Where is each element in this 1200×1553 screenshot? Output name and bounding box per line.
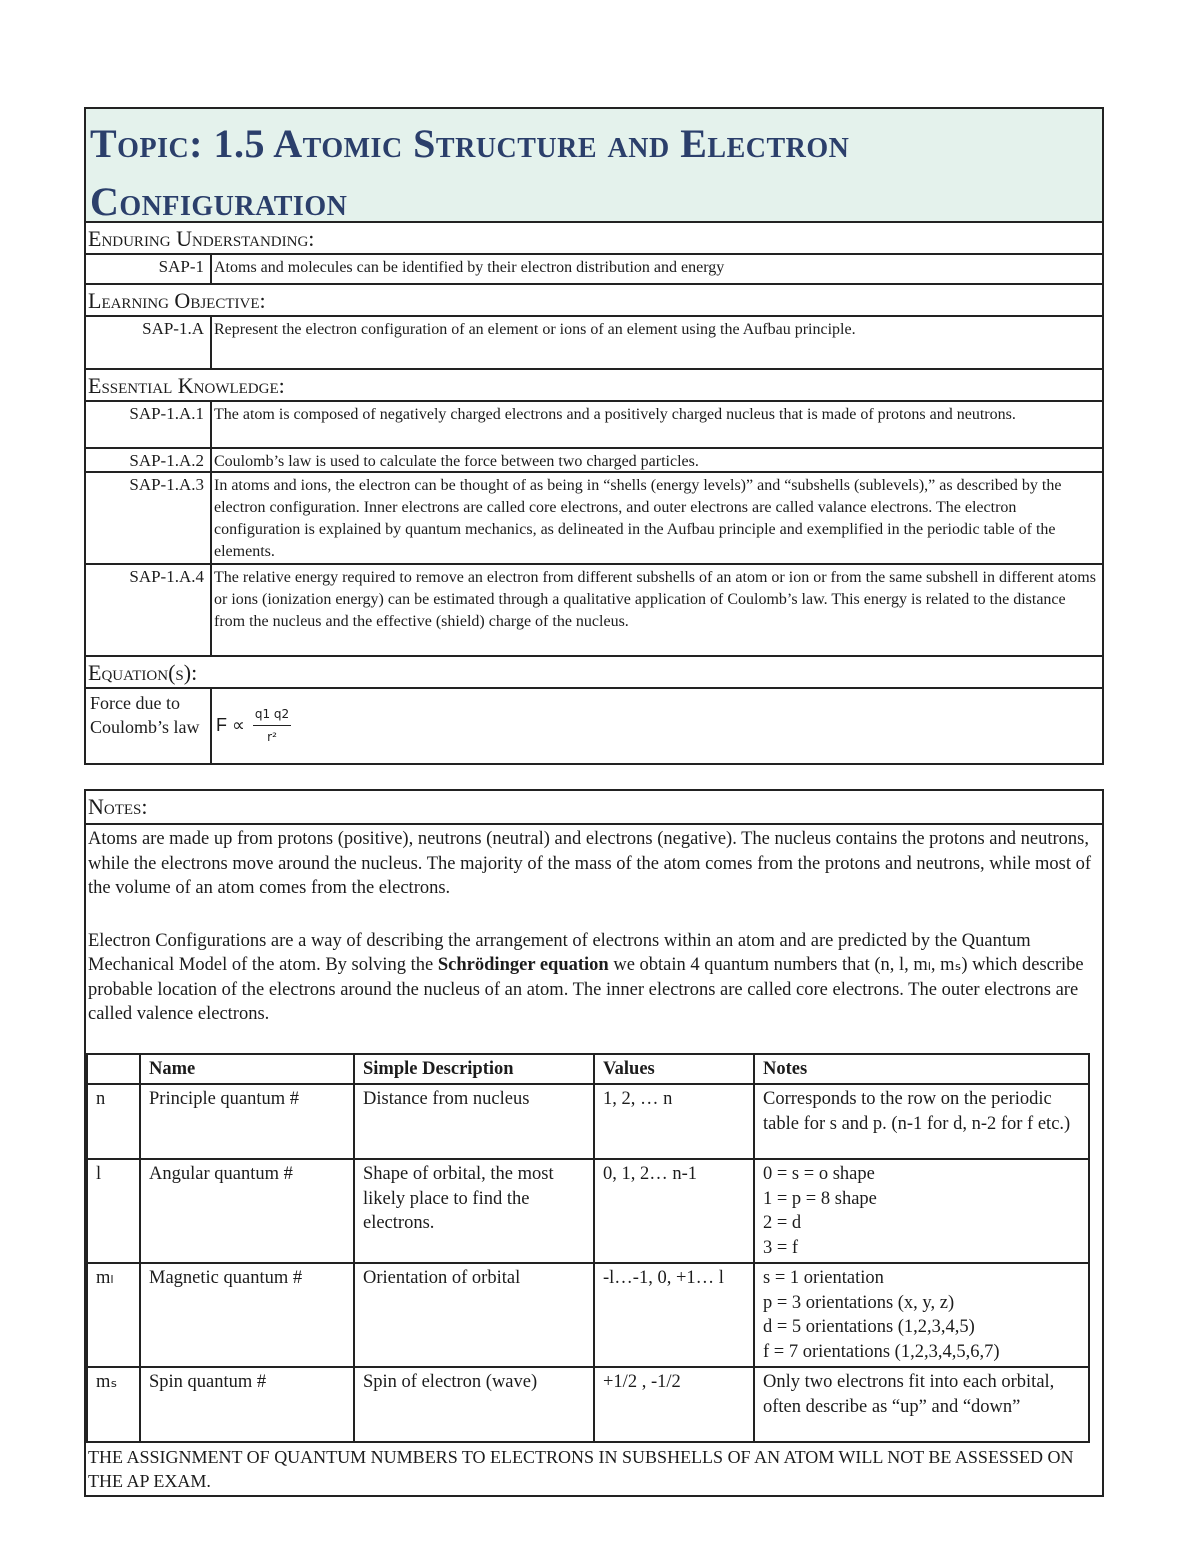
knowledge-row <box>84 473 1104 565</box>
note-line: Corresponds to the row on the periodic table for s and p. (n-1 for d, n-2 for f etc.) <box>763 1089 1071 1134</box>
quantum-values: 1, 2, … n <box>594 1084 754 1159</box>
coulomb-formula <box>212 689 1102 761</box>
topic-title-box <box>84 107 1104 223</box>
quantum-notes <box>754 1084 1089 1159</box>
objective-row <box>84 317 1104 370</box>
quantum-description: Orientation of orbital <box>354 1263 594 1367</box>
knowledge-text: In atoms and ions, the electron can be thought of as being in “shells (energy levels)” and “subshells (sublevels),” as described by the electron configuration. Inner electrons are called core electrons, and outer electrons are called valance electrons. The electron configuration is explained by quantum mechanics, as delineated in the Aufbau principle and exemplified in the periodic table of the elements. <box>214 477 1062 560</box>
table-header: Simple Description <box>354 1054 594 1085</box>
quantum-symbol: mₛ <box>87 1367 140 1442</box>
table-row <box>87 1263 1089 1367</box>
topic-title-line2: Configuration <box>90 179 348 224</box>
knowledge-text: Coulomb’s law is used to calculate the force between two charged particles. <box>214 453 699 470</box>
table-header <box>87 1054 140 1085</box>
objective-heading: Learning Objective: <box>84 285 1104 317</box>
knowledge-code: SAP-1.A.1 <box>86 402 212 447</box>
notes-paragraph-2 <box>86 927 1102 1029</box>
knowledge-text: The relative energy required to remove an electron from different subshells of an atom or ion or from the same subshell in different atoms or ions (ionization energy) can be estimated through a qualitative application of Coulomb’s law. This energy is related to the distance from the nucleus and the effective (shield) charge of the nucleus. <box>214 569 1096 630</box>
quantum-name: Spin quantum # <box>140 1367 354 1442</box>
objective-text: Represent the electron configuration of an element or ions of an element using the Aufbau principle. <box>214 321 856 338</box>
knowledge-text: The atom is composed of negatively charged electrons and a positively charged nucleus that is made of protons and neutrons. <box>214 406 1016 423</box>
quantum-notes <box>754 1263 1089 1367</box>
notes-heading: Notes: <box>86 791 1102 825</box>
table-header: Name <box>140 1054 354 1085</box>
knowledge-row <box>84 565 1104 657</box>
quantum-values: +1/2 , -1/2 <box>594 1367 754 1442</box>
table-header: Values <box>594 1054 754 1085</box>
knowledge-code: SAP-1.A.4 <box>86 565 212 655</box>
para2-text-b: we obtain 4 quantum numbers that (n, l, mₗ, mₛ) which describe probable location of the electrons around the nucleus of an atom. The inner electrons are called core electrons. The outer electrons are called valence electrons. <box>88 955 1084 1024</box>
quantum-description: Shape of orbital, the most likely place to find the electrons. <box>354 1159 594 1263</box>
formula-numerator: q1 q2 <box>253 703 291 726</box>
objective-code: SAP-1.A <box>86 317 212 368</box>
table-row <box>87 1084 1089 1159</box>
notes-paragraph-1: Atoms are made up from protons (positive), neutrons (neutral) and electrons (negative). The nucleus contains the protons and neutrons, while the electrons move around the nucleus. The majority of the mass of the atom comes from the protons and neutrons, while most of the volume of an atom comes from the electrons. <box>88 829 1092 898</box>
knowledge-heading: Essential Knowledge: <box>84 370 1104 402</box>
quantum-numbers-table <box>86 1053 1090 1444</box>
schrodinger-term: Schrödinger equation <box>437 955 609 975</box>
topic-title-line1: Topic: 1.5 Atomic Structure and Electron <box>90 121 850 166</box>
quantum-values: 0, 1, 2… n-1 <box>594 1159 754 1263</box>
table-header: Notes <box>754 1054 1089 1085</box>
note-line: 1 = p = 8 shape <box>763 1188 877 1209</box>
equation-row <box>84 689 1104 765</box>
quantum-values: -l…-1, 0, +1… l <box>594 1263 754 1367</box>
quantum-notes <box>754 1367 1089 1442</box>
quantum-description: Distance from nucleus <box>354 1084 594 1159</box>
notes-section <box>84 789 1104 1497</box>
enduring-code: SAP-1 <box>86 255 212 283</box>
enduring-row <box>84 255 1104 285</box>
note-line: s = 1 orientation <box>763 1268 884 1288</box>
quantum-name: Principle quantum # <box>140 1084 354 1159</box>
table-row <box>87 1159 1089 1263</box>
note-line: Only two electrons fit into each orbital, often describe as “up” and “down” <box>763 1372 1055 1417</box>
note-line: p = 3 orientations (x, y, z) <box>763 1292 955 1313</box>
note-line: 3 = f <box>763 1237 799 1258</box>
knowledge-row <box>84 402 1104 449</box>
table-row <box>87 1367 1089 1442</box>
knowledge-row <box>84 449 1104 473</box>
formula-fraction <box>253 703 291 748</box>
quantum-symbol: n <box>87 1084 140 1159</box>
note-line: 0 = s = o shape <box>763 1164 875 1184</box>
knowledge-code: SAP-1.A.3 <box>86 473 212 563</box>
quantum-symbol: l <box>87 1159 140 1263</box>
enduring-text: Atoms and molecules can be identified by their electron distribution and energy <box>214 259 725 276</box>
ap-exam-disclaimer: THE ASSIGNMENT OF QUANTUM NUMBERS TO ELECTRONS IN SUBSHELLS OF AN ATOM WILL NOT BE ASSESSED ON THE AP EXAM. <box>88 1447 1074 1491</box>
quantum-name: Magnetic quantum # <box>140 1263 354 1367</box>
note-line: d = 5 orientations (1,2,3,4,5) <box>763 1317 975 1337</box>
quantum-description: Spin of electron (wave) <box>354 1367 594 1442</box>
equations-heading: Equation(s): <box>84 657 1104 689</box>
enduring-heading: Enduring Understanding: <box>84 223 1104 255</box>
quantum-name: Angular quantum # <box>140 1159 354 1263</box>
note-line: 2 = d <box>763 1213 802 1233</box>
note-line: f = 7 orientations (1,2,3,4,5,6,7) <box>763 1341 1000 1362</box>
formula-lhs: F ∝ <box>216 715 245 735</box>
quantum-notes <box>754 1159 1089 1263</box>
quantum-symbol: mₗ <box>87 1263 140 1367</box>
topic-sheet <box>84 107 1104 765</box>
para2-text-a: Electron Configurations are a way of describing the arrangement of electrons within an atom and are predicted by the Quantum Mechanical Model of the atom. By solving the <box>88 930 1031 975</box>
knowledge-code: SAP-1.A.2 <box>86 449 212 471</box>
table-header-row <box>87 1054 1089 1085</box>
equation-label: Force due to Coulomb’s law <box>86 689 212 763</box>
formula-denominator: r² <box>267 729 277 744</box>
